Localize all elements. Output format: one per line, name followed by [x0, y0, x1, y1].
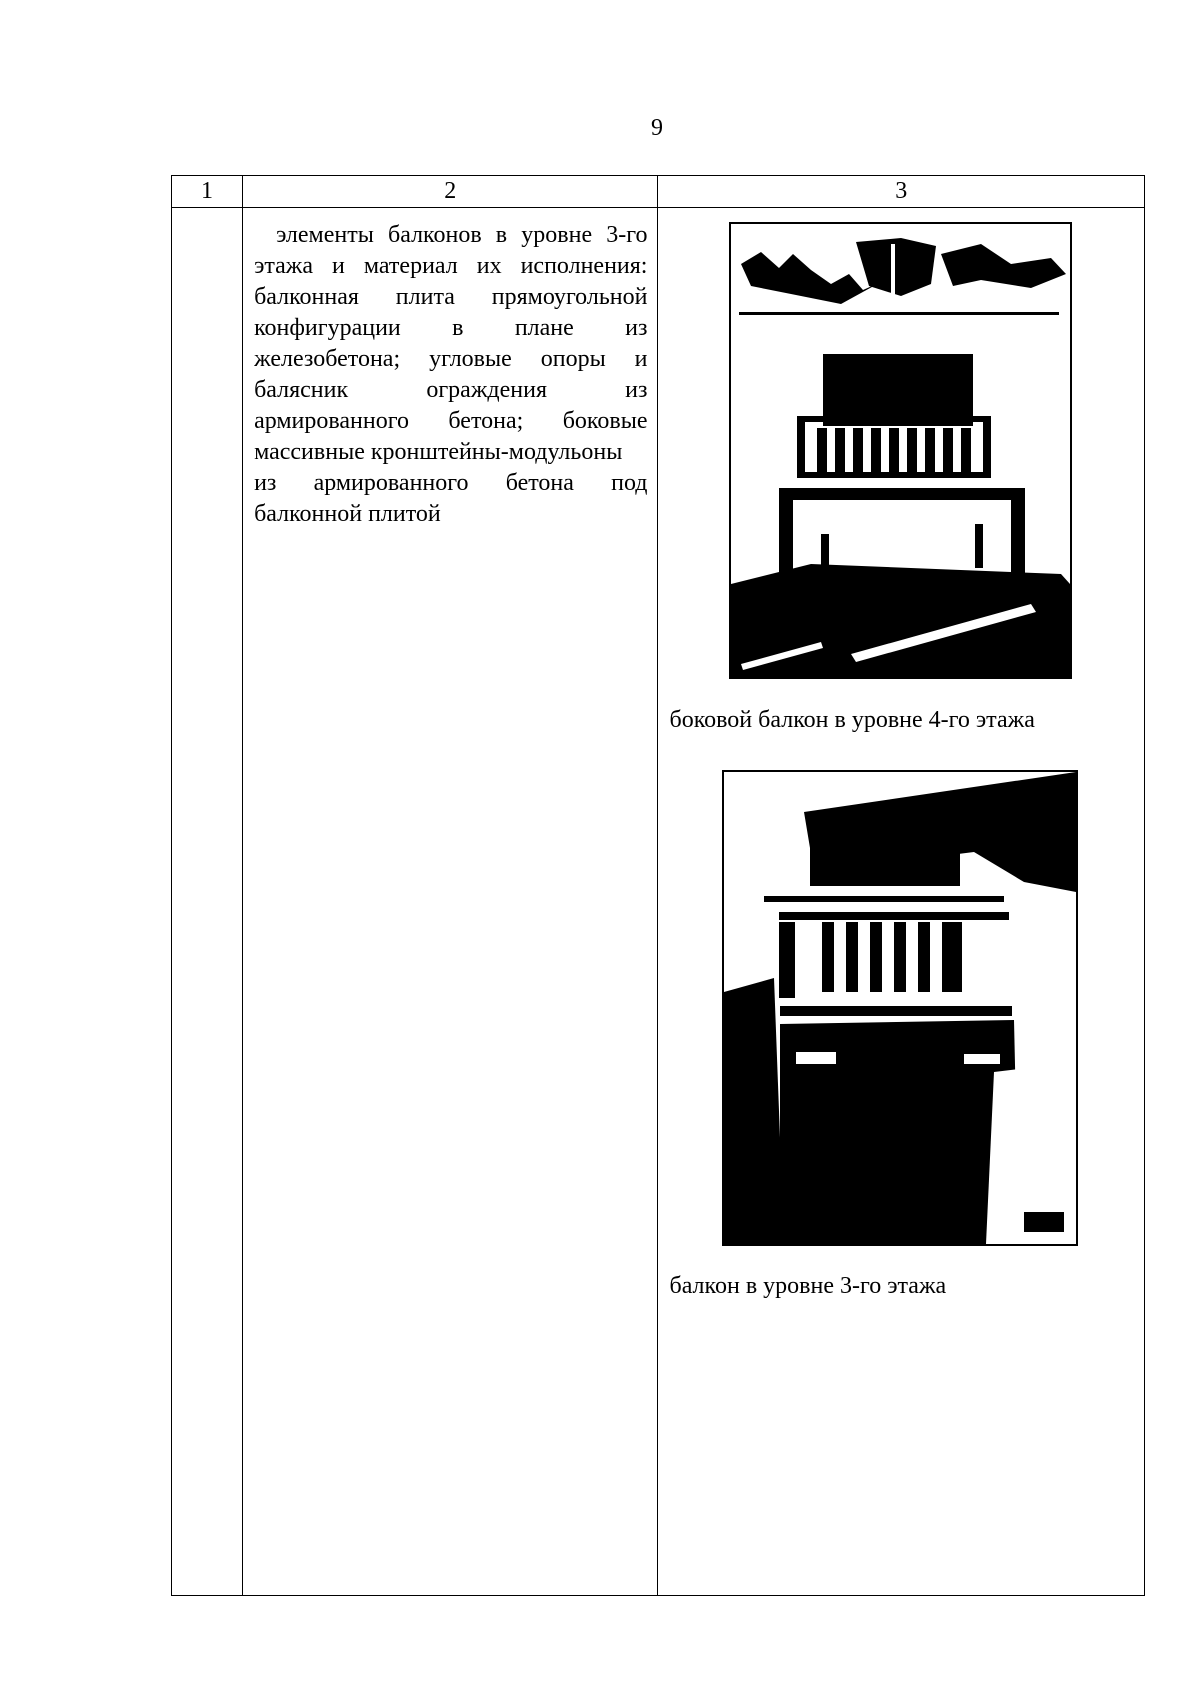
objects-table [171, 175, 1145, 1596]
page-number: 9 [651, 115, 663, 141]
table-row [172, 208, 1145, 1596]
description-paragraph-1: элементы балконов в уровне 3-го этажа и материал их исполнения: балконная плита прямоугольной конфигурации в плане из железобетона; угловые опоры и балясник ограждения из армированного бетона; боковые массивные кронштейны-модульоны [254, 222, 648, 465]
photo-cell [658, 208, 1145, 1596]
description-paragraph-2: из армированного бетона под балконной плитой [254, 470, 648, 527]
description-text [243, 208, 657, 530]
balcony-photo [722, 770, 1078, 1246]
number-cell [172, 208, 243, 1596]
balcony-image [724, 772, 1076, 1244]
balcony-caption: балкон в уровне 3-го этажа [669, 1273, 947, 1299]
side-balcony-photo [729, 222, 1072, 679]
side-balcony-caption: боковой балкон в уровне 4-го этажа [669, 707, 1035, 733]
description-cell [243, 208, 658, 1596]
header-cell-3: 3 [658, 176, 1145, 208]
table-header-row [172, 176, 1145, 208]
header-cell-2: 2 [243, 176, 658, 208]
side-balcony-image [731, 224, 1070, 677]
header-cell-1: 1 [172, 176, 243, 208]
